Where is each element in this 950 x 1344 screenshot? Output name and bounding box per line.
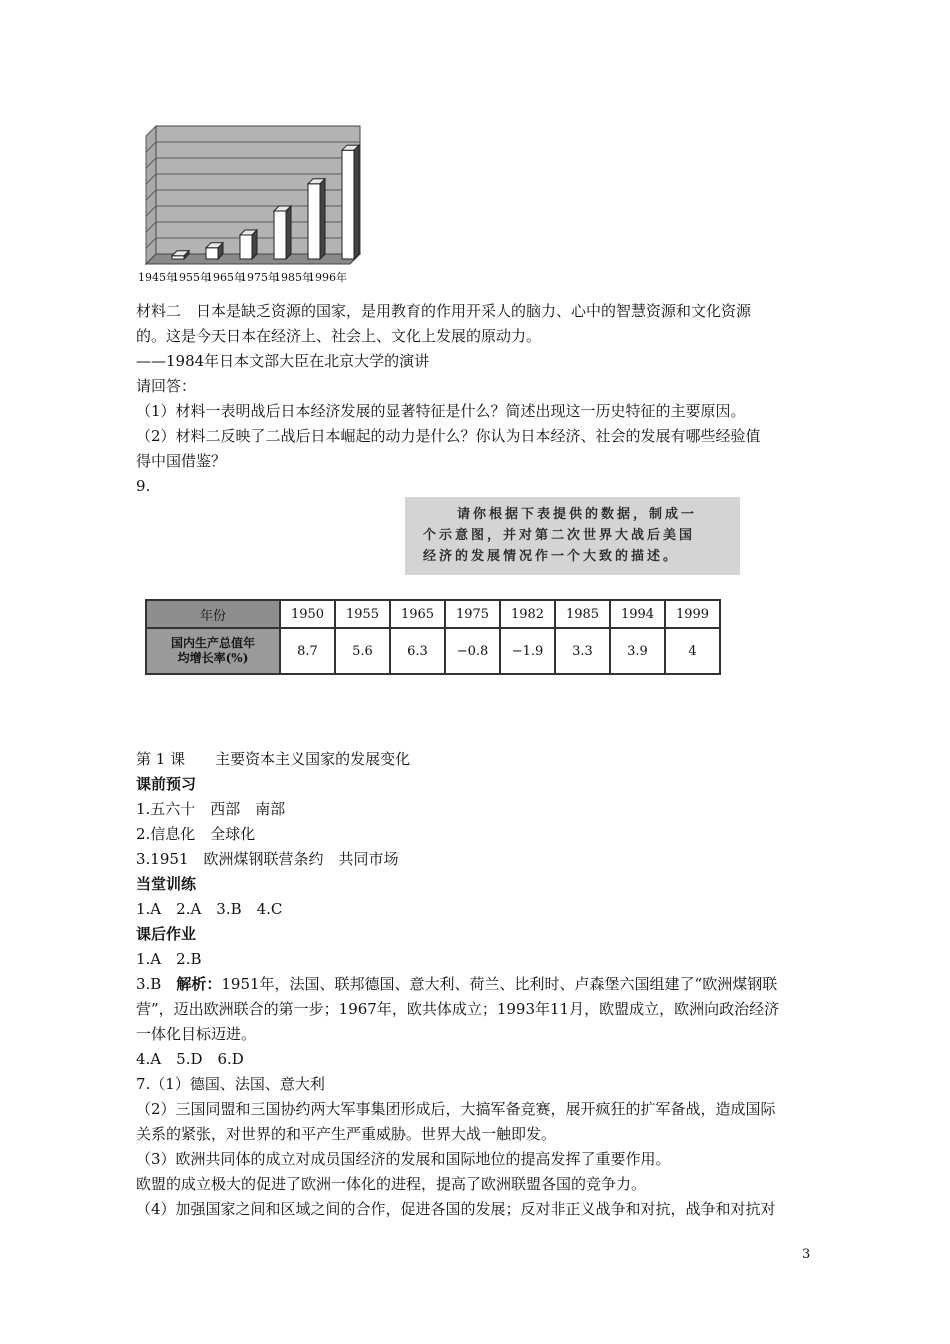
homework-answer-7-3b: 欧盟的成立极大的促进了欧洲一体化的进程，提高了欧洲联盟各国的竞争力。 [136, 1175, 647, 1193]
homework-answer-4: 4.A 5.D 6.D [136, 1050, 244, 1068]
chart-bar [274, 211, 286, 259]
chart-bar-side [320, 179, 325, 259]
year-cell: 1982 [500, 600, 555, 628]
chart-bar [342, 150, 354, 259]
year-cell: 1999 [665, 600, 720, 628]
lesson-title: 第 1 课 主要资本主义国家的发展变化 [136, 750, 411, 768]
question-2-line1: （2）材料二反映了二战后日本崛起的动力是什么？你认为日本经济、社会的发展有哪些经验值 [136, 427, 761, 445]
rate-cell: 4 [665, 628, 720, 674]
chart-bar [206, 248, 218, 259]
q9-prompt-line3: 经济的发展情况作一个大致的描述。 [423, 549, 680, 564]
year-cell: 1985 [555, 600, 610, 628]
answer-3-prefix: 3.B [136, 975, 177, 993]
answer-3-text: 1951年，法国、联邦德国、意大利、荷兰、比利时、卢森堡六国组建了“欧洲煤钢联 [221, 975, 778, 993]
gdp-growth-table [145, 599, 721, 675]
class-heading: 当堂训练 [136, 875, 197, 893]
chart-tick-label: 1945年 [138, 271, 177, 284]
chart-bar [240, 235, 252, 259]
homework-answer-7-1: 7.（1）德国、法国、意大利 [136, 1075, 325, 1093]
bar-chart-svg [136, 124, 368, 286]
chart-tick-label: 1996年 [308, 271, 347, 284]
homework-answer-7-4: （4）加强国家之间和区域之间的合作，促进各国的发展；反对非正义战争和对抗，战争和对抗对 [136, 1200, 776, 1218]
rate-cell: 6.3 [390, 628, 445, 674]
chart-tick-label: 1985年 [274, 271, 313, 284]
rate-cell: 3.9 [610, 628, 665, 674]
chart-bar-side [286, 206, 291, 259]
q9-prompt-line1: 请你根据下表提供的数据，制成一 [457, 507, 698, 522]
year-cell: 1994 [610, 600, 665, 628]
row-label-line1: 国内生产总值年 [170, 636, 255, 650]
q9-prompt-box [405, 497, 740, 575]
page-number: 3 [802, 1247, 811, 1262]
homework-answer-7-2a: （2）三国同盟和三国协约两大军事集团形成后，大搞军备竞赛，展开疯狂的扩军备战，造成国际 [136, 1100, 776, 1118]
material2-line2: 的。这是今天日本在经济上、社会上、文化上发展的原动力。 [136, 327, 542, 345]
year-cell: 1965 [390, 600, 445, 628]
homework-answer-7-3a: （3）欧洲共同体的成立对成员国经济的发展和国际地位的提高发挥了重要作用。 [136, 1150, 671, 1168]
table-data-row [146, 628, 720, 674]
chart-tick-label: 1965年 [206, 271, 245, 284]
year-cell: 1975 [445, 600, 500, 628]
rate-cell: 5.6 [335, 628, 390, 674]
rate-cell: −1.9 [500, 628, 555, 674]
material2-line1: 材料二 日本是缺乏资源的国家，是用教育的作用开采人的脑力、心中的智慧资源和文化资源 [136, 302, 752, 320]
rate-cell: 8.7 [280, 628, 335, 674]
question-9-number: 9. [136, 477, 151, 495]
table-header-row [146, 600, 720, 628]
chart-tick-label: 1975年 [240, 271, 279, 284]
year-cell: 1955 [335, 600, 390, 628]
homework-heading: 课后作业 [136, 925, 197, 943]
preview-heading: 课前预习 [136, 775, 197, 793]
preview-answer-1: 1.五六十 西部 南部 [136, 800, 286, 818]
gdp-bar-chart [136, 124, 368, 286]
row-label-line2: 均增长率(%) [177, 651, 249, 665]
rate-cell: 3.3 [555, 628, 610, 674]
chart-bar-side [252, 230, 257, 259]
preview-answer-3: 3.1951 欧洲煤钢联营条约 共同市场 [136, 850, 399, 868]
rate-cell: −0.8 [445, 628, 500, 674]
homework-answer-1: 1.A 2.B [136, 950, 202, 968]
homework-answer-3-line2: 营”，迈出欧洲联合的第一步；1967年，欧共体成立；1993年11月，欧盟成立，欧洲向政治经济 [136, 1000, 780, 1018]
homework-answer-3-line3: 一体化目标迈进。 [136, 1025, 257, 1043]
question-2-line2: 得中国借鉴？ [136, 452, 227, 470]
chart-bar-side [354, 145, 359, 259]
q9-prompt-line2: 个示意图，并对第二次世界大战后美国 [423, 528, 696, 543]
chart-bar [308, 184, 320, 259]
class-answers: 1.A 2.A 3.B 4.C [136, 900, 283, 918]
row-label [146, 628, 280, 674]
header-label: 年份 [146, 600, 280, 628]
preview-answer-2: 2.信息化 全球化 [136, 825, 256, 843]
analysis-label: 解析： [176, 975, 222, 993]
question-1: （1）材料一表明战后日本经济发展的显著特征是什么？简述出现这一历史特征的主要原因。 [136, 402, 746, 420]
homework-answer-7-2b: 关系的紧张，对世界的和平产生严重威胁。世界大战一触即发。 [136, 1125, 557, 1143]
chart-tick-label: 1955年 [172, 271, 211, 284]
year-cell: 1950 [280, 600, 335, 628]
question-prompt: 请回答： [136, 377, 197, 395]
homework-answer-3 [136, 974, 777, 994]
material2-source: ——1984年日本文部大臣在北京大学的演讲 [136, 352, 430, 370]
